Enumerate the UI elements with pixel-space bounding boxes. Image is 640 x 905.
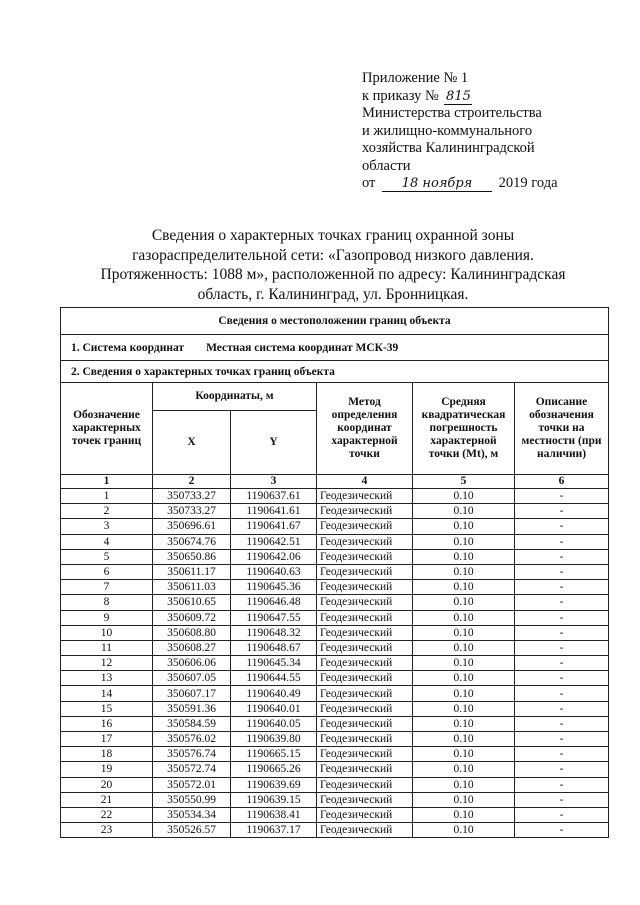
table-row [61, 656, 609, 671]
error-value: 0.10 [413, 747, 515, 762]
coord-x: 350550.99 [153, 792, 231, 807]
table-body [61, 489, 609, 838]
error-value: 0.10 [413, 671, 515, 686]
date-prefix: от [362, 175, 376, 191]
coord-x: 350572.74 [153, 762, 231, 777]
description: - [515, 625, 609, 640]
section-title: Сведения о местоположении границ объекта [61, 308, 609, 335]
method: Геодезический [317, 580, 413, 595]
method: Геодезический [317, 762, 413, 777]
method: Геодезический [317, 489, 413, 504]
error-value: 0.10 [413, 640, 515, 655]
header-method: Метод определения координат характерной точки [317, 383, 413, 475]
table-row [61, 686, 609, 701]
description: - [515, 701, 609, 716]
description: - [515, 610, 609, 625]
coord-x: 350696.61 [153, 519, 231, 534]
header-y: Y [231, 411, 317, 475]
title-line-3: Протяженность: 1088 м», расположенной по адресу: Калининградская [100, 266, 566, 283]
coord-y: 1190645.36 [231, 580, 317, 595]
appendix-line-4: и жилищно-коммунального [362, 122, 533, 139]
description: - [515, 762, 609, 777]
description: - [515, 564, 609, 579]
point-number: 18 [61, 747, 153, 762]
error-value: 0.10 [413, 807, 515, 822]
coord-y: 1190637.17 [231, 823, 317, 838]
point-number: 17 [61, 732, 153, 747]
appendix-line-1: Приложение № 1 [362, 70, 469, 86]
description: - [515, 747, 609, 762]
order-number-handwritten: 815 [446, 88, 471, 104]
point-number: 1 [61, 489, 153, 504]
error-value: 0.10 [413, 716, 515, 731]
point-number: 13 [61, 671, 153, 686]
method: Геодезический [317, 807, 413, 822]
point-number: 23 [61, 823, 153, 838]
column-numbers-row [61, 475, 609, 489]
coord-y: 1190641.67 [231, 519, 317, 534]
table-row [61, 762, 609, 777]
description: - [515, 504, 609, 519]
error-value: 0.10 [413, 625, 515, 640]
method: Геодезический [317, 792, 413, 807]
method: Геодезический [317, 656, 413, 671]
coord-x: 350674.76 [153, 534, 231, 549]
coord-x: 350608.27 [153, 640, 231, 655]
error-value: 0.10 [413, 686, 515, 701]
table-row [61, 580, 609, 595]
point-number: 19 [61, 762, 153, 777]
point-number: 15 [61, 701, 153, 716]
document-title [60, 226, 606, 304]
table-row [61, 732, 609, 747]
coord-y: 1190641.61 [231, 504, 317, 519]
method: Геодезический [317, 595, 413, 610]
table-row [61, 640, 609, 655]
description: - [515, 792, 609, 807]
col-number: 5 [413, 475, 515, 489]
point-number: 14 [61, 686, 153, 701]
appendix-line-6: области [362, 157, 411, 174]
coord-x: 350607.05 [153, 671, 231, 686]
coord-y: 1190637.61 [231, 489, 317, 504]
error-value: 0.10 [413, 762, 515, 777]
coord-x: 350591.36 [153, 701, 231, 716]
description: - [515, 823, 609, 838]
description: - [515, 732, 609, 747]
description: - [515, 534, 609, 549]
col-number: 4 [317, 475, 413, 489]
description: - [515, 716, 609, 731]
coord-system-row [61, 335, 609, 361]
table-row [61, 807, 609, 822]
coord-y: 1190644.55 [231, 671, 317, 686]
header-designation: Обозначение характерных точек границ [61, 383, 153, 475]
table-row [61, 595, 609, 610]
description: - [515, 671, 609, 686]
coord-x: 350576.74 [153, 747, 231, 762]
table-row [61, 777, 609, 792]
coord-y: 1190638.41 [231, 807, 317, 822]
appendix-date-line [362, 175, 612, 193]
coord-y: 1190647.55 [231, 610, 317, 625]
method: Геодезический [317, 686, 413, 701]
title-line-2: газораспределительной сети: «Газопровод низкого давления. [132, 246, 534, 264]
error-value: 0.10 [413, 519, 515, 534]
coord-y: 1190665.15 [231, 747, 317, 762]
order-prefix: к приказу № [362, 87, 439, 104]
coord-x: 350606.06 [153, 656, 231, 671]
table-row [61, 792, 609, 807]
error-value: 0.10 [413, 534, 515, 549]
method: Геодезический [317, 747, 413, 762]
point-number: 11 [61, 640, 153, 655]
table-row [61, 549, 609, 564]
coord-system-label: 1. Система координат [71, 341, 185, 354]
coord-y: 1190639.15 [231, 792, 317, 807]
description: - [515, 777, 609, 792]
title-line-4: область, г. Калининград, ул. Бронницкая. [197, 285, 469, 303]
table-row [61, 534, 609, 549]
table-row [61, 716, 609, 731]
coord-y: 1190646.48 [231, 595, 317, 610]
coord-y: 1190640.63 [231, 564, 317, 579]
title-line-1: Сведения о характерных точках границ охранной зоны [151, 227, 515, 244]
coord-y: 1190642.06 [231, 549, 317, 564]
method: Геодезический [317, 823, 413, 838]
point-number: 20 [61, 777, 153, 792]
date-handwritten: 18 ноября [382, 176, 492, 192]
header-x: X [153, 411, 231, 475]
method: Геодезический [317, 519, 413, 534]
point-number: 16 [61, 716, 153, 731]
appendix-line-5: хозяйства Калининградской [362, 140, 535, 156]
col-number: 3 [231, 475, 317, 489]
point-number: 6 [61, 564, 153, 579]
coord-y: 1190665.26 [231, 762, 317, 777]
point-number: 21 [61, 792, 153, 807]
coord-y: 1190639.69 [231, 777, 317, 792]
coord-x: 350534.34 [153, 807, 231, 822]
error-value: 0.10 [413, 792, 515, 807]
coord-x: 350733.27 [153, 489, 231, 504]
method: Геодезический [317, 549, 413, 564]
point-number: 10 [61, 625, 153, 640]
coord-x: 350733.27 [153, 504, 231, 519]
table-row [61, 610, 609, 625]
method: Геодезический [317, 504, 413, 519]
error-value: 0.10 [413, 580, 515, 595]
coord-x: 350608.80 [153, 625, 231, 640]
coord-x: 350611.03 [153, 580, 231, 595]
table-row [61, 489, 609, 504]
error-value: 0.10 [413, 504, 515, 519]
method: Геодезический [317, 716, 413, 731]
description: - [515, 580, 609, 595]
method: Геодезический [317, 732, 413, 747]
col-number: 1 [61, 475, 153, 489]
table-row [61, 823, 609, 838]
coord-y: 1190640.05 [231, 716, 317, 731]
error-value: 0.10 [413, 489, 515, 504]
coord-system-value: Местная система координат МСК-39 [206, 341, 399, 354]
error-value: 0.10 [413, 777, 515, 792]
point-number: 7 [61, 580, 153, 595]
point-number: 4 [61, 534, 153, 549]
description: - [515, 549, 609, 564]
coord-y: 1190642.51 [231, 534, 317, 549]
coord-y: 1190645.34 [231, 656, 317, 671]
description: - [515, 807, 609, 822]
table-row [61, 671, 609, 686]
col-number: 6 [515, 475, 609, 489]
appendix-line-3: Министерства строительства [362, 105, 542, 121]
coord-x: 350526.57 [153, 823, 231, 838]
point-number: 2 [61, 504, 153, 519]
coord-y: 1190640.01 [231, 701, 317, 716]
error-value: 0.10 [413, 564, 515, 579]
point-number: 8 [61, 595, 153, 610]
description: - [515, 519, 609, 534]
method: Геодезический [317, 701, 413, 716]
boundary-points-table [60, 307, 609, 838]
description: - [515, 489, 609, 504]
table-row [61, 747, 609, 762]
error-value: 0.10 [413, 595, 515, 610]
appendix-block [362, 70, 612, 193]
header-description: Описание обозначения точки на местности (при наличии) [515, 383, 609, 475]
header-coordinates: Координаты, м [153, 383, 317, 411]
description: - [515, 640, 609, 655]
points-section-title: 2. Сведения о характерных точках границ объекта [61, 361, 609, 383]
method: Геодезический [317, 777, 413, 792]
coord-y: 1190648.67 [231, 640, 317, 655]
appendix-order-line [362, 88, 612, 106]
method: Геодезический [317, 640, 413, 655]
table-row [61, 564, 609, 579]
method: Геодезический [317, 534, 413, 549]
point-number: 12 [61, 656, 153, 671]
method: Геодезический [317, 564, 413, 579]
method: Геодезический [317, 671, 413, 686]
coord-x: 350609.72 [153, 610, 231, 625]
point-number: 22 [61, 807, 153, 822]
error-value: 0.10 [413, 823, 515, 838]
error-value: 0.10 [413, 610, 515, 625]
date-suffix: 2019 года [498, 175, 558, 191]
coord-x: 350650.86 [153, 549, 231, 564]
coord-x: 350576.02 [153, 732, 231, 747]
coord-x: 350572.01 [153, 777, 231, 792]
coord-y: 1190648.32 [231, 625, 317, 640]
table-row [61, 519, 609, 534]
coord-y: 1190639.80 [231, 732, 317, 747]
header-error: Средняя квадратическая погрешность характерной точки (Mt), м [413, 383, 515, 475]
error-value: 0.10 [413, 701, 515, 716]
description: - [515, 595, 609, 610]
error-value: 0.10 [413, 656, 515, 671]
coord-x: 350610.65 [153, 595, 231, 610]
table-row [61, 504, 609, 519]
point-number: 5 [61, 549, 153, 564]
point-number: 9 [61, 610, 153, 625]
error-value: 0.10 [413, 549, 515, 564]
coord-x: 350607.17 [153, 686, 231, 701]
description: - [515, 686, 609, 701]
coord-x: 350584.59 [153, 716, 231, 731]
description: - [515, 656, 609, 671]
point-number: 3 [61, 519, 153, 534]
table-row [61, 701, 609, 716]
col-number: 2 [153, 475, 231, 489]
coord-x: 350611.17 [153, 564, 231, 579]
method: Геодезический [317, 625, 413, 640]
coord-y: 1190640.49 [231, 686, 317, 701]
method: Геодезический [317, 610, 413, 625]
error-value: 0.10 [413, 732, 515, 747]
table-row [61, 625, 609, 640]
